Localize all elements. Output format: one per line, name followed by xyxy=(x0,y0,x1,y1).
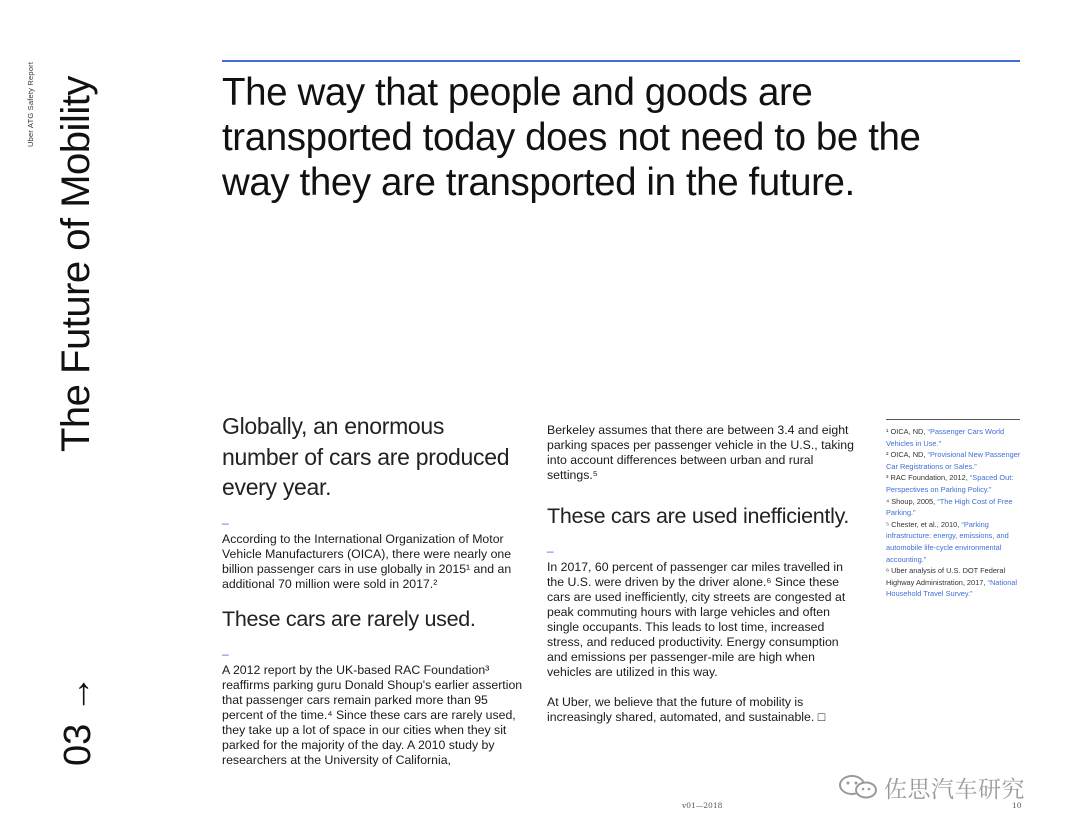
page-headline: The way that people and goods are transported today does not need to be the way they are transported in the future. xyxy=(222,71,921,204)
footnote-1: ¹ OICA, ND, “Passenger Cars World Vehicles in Use.” xyxy=(886,427,1005,448)
footnote-2: ² OICA, ND, “Provisional New Passenger Car Registrations or Sales.” xyxy=(886,450,1021,471)
footnote-link[interactable]: “Parking infrastructure: energy, emissions, and automobile life-cycle environmental accounting.” xyxy=(886,519,1009,564)
footnote-3: ³ RAC Foundation, 2012, “Spaced Out: Perspectives on Parking Policy.” xyxy=(886,473,1014,494)
footnote-link[interactable]: “Provisional New Passenger Car Registrations or Sales.” xyxy=(886,450,1021,471)
report-name: Uber ATG Safety Report xyxy=(26,61,35,147)
paragraph-uber-belief: At Uber, we believe that the future of mobility is increasingly shared, automated, and sustainable. □ xyxy=(547,695,826,724)
dash-marker: – xyxy=(222,515,229,530)
footnote-link[interactable]: “Spaced Out: Perspectives on Parking Policy.” xyxy=(886,473,1014,494)
paragraph-driver-alone: In 2017, 60 percent of passenger car miles travelled in the U.S. were driven by the driver alone.⁶ Since these cars are used inefficiently, city streets are congested at peak commuting hours with large vehicles and often single occupants. This leads to lost time, increased stress, and reduced productivity. Energy consumption and emissions per passenger-mile are high when vehicles are utilized in this way. xyxy=(547,560,846,679)
paragraph-rac-foundation: A 2012 report by the UK-based RAC Foundation³ reaffirms parking guru Donald Shoup's earlier assertion that passenger cars remain parked more than 95 percent of the time.⁴ Since these cars are rarely used, they take up a lot of space in our cities when they sit parked for the majority of the day. A 2010 study by researchers at the University of California, xyxy=(222,662,523,767)
section-number: 03 → xyxy=(57,675,99,766)
footer-version: v01—2018 xyxy=(682,801,723,810)
section-title: The Future of Mobility xyxy=(54,76,98,452)
watermark-text: 佐思汽车研究 xyxy=(884,776,1025,802)
left-column xyxy=(222,411,532,768)
heading-cars-produced: Globally, an enormous number of cars are produced every year. xyxy=(222,413,510,500)
footnotes xyxy=(886,426,1022,600)
footnote-link[interactable]: “National Household Travel Survey.” xyxy=(886,577,1018,599)
heading-rarely-used: These cars are rarely used. xyxy=(222,606,476,631)
middle-column xyxy=(547,423,857,725)
page-number: 10 xyxy=(1012,801,1022,810)
heading-used-inefficiently: These cars are used inefficiently. xyxy=(547,504,850,528)
paragraph-berkeley: Berkeley assumes that there are between 3.4 and eight parking spaces per passenger vehicle in the U.S., taking into account differences between urban and rural settings.⁵ xyxy=(547,423,854,482)
footnote-link[interactable]: “The High Cost of Free Parking.” xyxy=(886,496,1013,518)
dash-marker: – xyxy=(222,646,229,661)
footnote-4: ⁴ Shoup, 2005, “The High Cost of Free Parking.” xyxy=(886,496,1013,518)
footnote-rule xyxy=(886,419,1020,420)
dash-marker: – xyxy=(547,544,554,558)
footnote-5: ⁵ Chester, et al., 2010, “Parking infrastructure: energy, emissions, and automobile life-cycle environmental accounting.” xyxy=(886,519,1009,564)
footnote-link[interactable]: “Passenger Cars World Vehicles in Use.” xyxy=(886,427,1005,448)
footnote-6: ⁶ Uber analysis of U.S. DOT Federal Highway Administration, 2017, “National Household Travel Survey.” xyxy=(886,566,1018,599)
paragraph-oica: According to the International Organization of Motor Vehicle Manufacturers (OICA), there were nearly one billion passenger cars in use globally in 2015¹ and an additional 70 million were sold in 2017.² xyxy=(222,531,512,591)
top-rule xyxy=(222,60,1020,62)
wechat-icon xyxy=(838,774,880,800)
